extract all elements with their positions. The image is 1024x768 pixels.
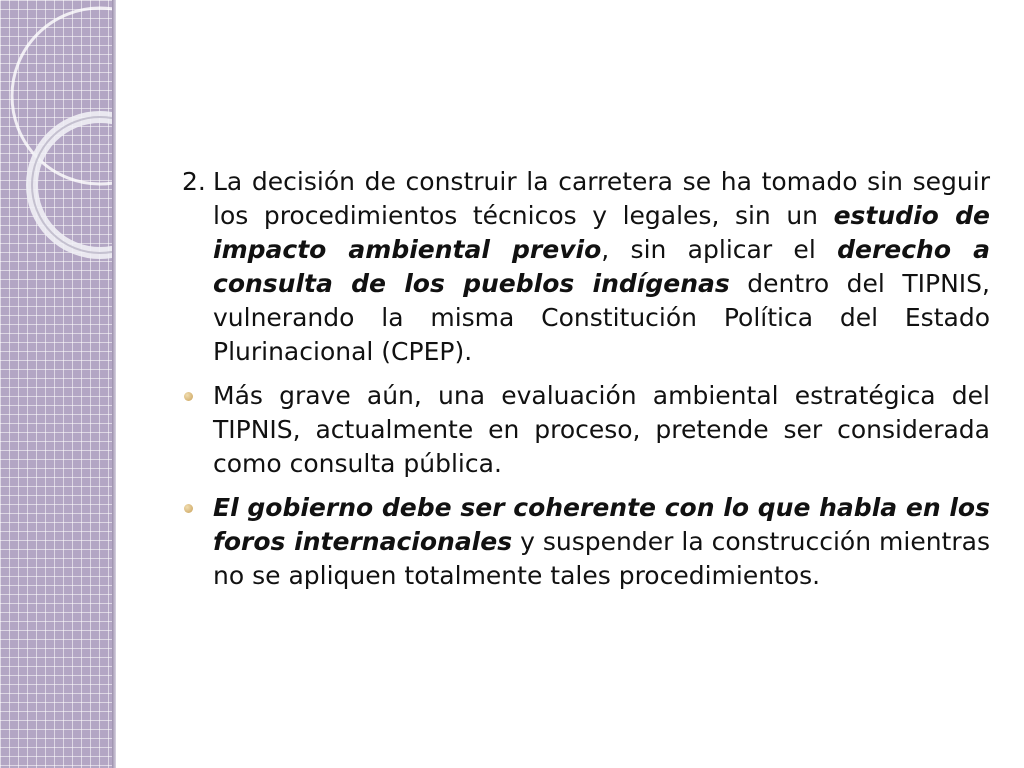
bullet-dot-icon <box>184 504 193 513</box>
item-text: , sin aplicar el <box>601 235 838 264</box>
list-item-bullet <box>182 379 990 481</box>
emphasis-consultation-right: derecho a consulta de los pueblos indígenas <box>213 235 990 298</box>
item-text: dentro del TIPNIS, vulnerando la misma Constitución Política del Estado Plurinacional (CPEP). <box>213 269 990 366</box>
emphasis-impact-study: estudio de impacto ambiental previo <box>213 201 990 264</box>
decorative-side-band <box>0 0 112 768</box>
decorative-circles <box>0 0 112 768</box>
slide-content <box>182 165 990 603</box>
list-number: 2. <box>182 167 206 196</box>
item-text: y suspender la construcción mientras no se apliquen totalmente tales procedimientos. <box>213 527 990 590</box>
item-text: Más grave aún, una evaluación ambiental estratégica del TIPNIS, actualmente en proceso, pretende ser considerada como consulta pública. <box>213 381 990 478</box>
list-item-2 <box>182 165 990 369</box>
side-band-edge <box>112 0 116 768</box>
bullet-dot-icon <box>184 392 193 401</box>
list-item-bullet <box>182 491 990 593</box>
item-text: La decisión de construir la carretera se ha tomado sin seguir los procedimientos técnicos y legales, sin un <box>213 167 990 230</box>
emphasis-government: El gobierno debe ser coherente con lo que habla en los foros internacionales <box>213 493 990 556</box>
decor-circle-large <box>12 8 112 184</box>
